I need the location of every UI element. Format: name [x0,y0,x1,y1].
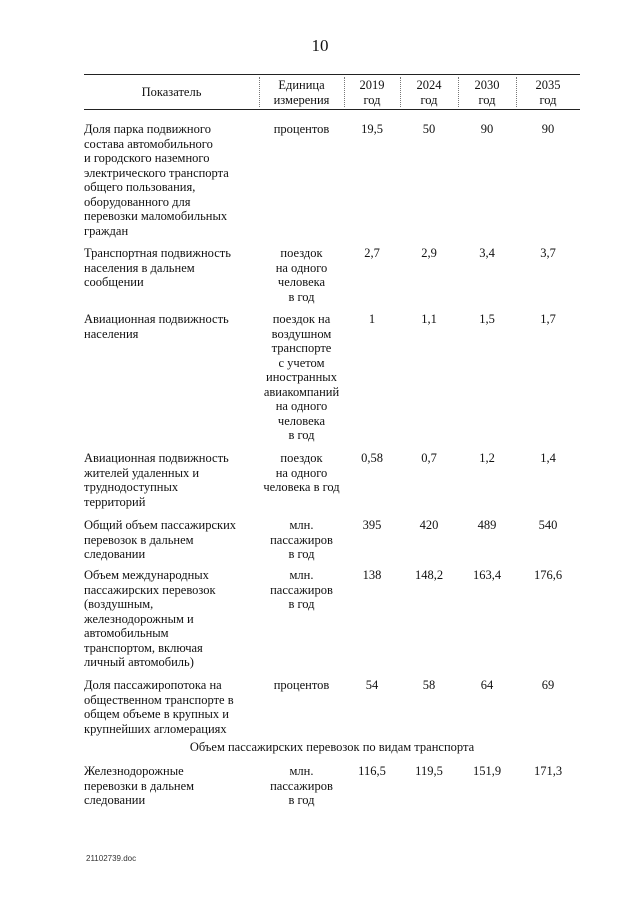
row-value-2019: 2,7 [364,246,380,260]
row-indicator: Транспортная подвижность населения в дальнем сообщении [84,246,231,289]
row-value-2030: 151,9 [472,764,502,778]
row-value-2024: 50 [422,122,436,136]
row-value-2019: 0,58 [361,451,383,465]
section-subtitle: Объем пассажирских перевозок по видам транспорта [189,740,475,754]
row-value-2035: 69 [541,678,555,692]
header-year-2030: 2030 год [474,78,500,107]
row-value-2024: 0,7 [421,451,437,465]
row-indicator: Авиационная подвижность жителей удаленных и труднодоступных территорий [84,451,229,509]
row-value-2035: 1,4 [540,451,556,465]
row-value-2030: 489 [477,518,497,532]
row-value-2024: 58 [422,678,436,692]
header-year-2035: 2035 год [535,78,561,107]
row-value-2030: 163,4 [472,568,502,582]
row-indicator: Железнодорожные перевозки в дальнем следовании [84,764,195,807]
header-unit: Единица измерения [273,78,330,107]
row-value-2024: 1,1 [421,312,437,326]
row-value-2035: 176,6 [533,568,563,582]
row-value-2024: 2,9 [421,246,437,260]
row-unit: млн. пассажиров в год [270,518,333,561]
row-value-2019: 395 [362,518,382,532]
row-value-2019: 54 [365,678,379,692]
row-value-2019: 116,5 [358,764,386,778]
row-indicator: Общий объем пассажирских перевозок в дальнем следовании [84,518,237,561]
row-unit: поездок на одного человека в год [263,451,340,494]
page-number: 10 [311,36,329,55]
row-unit: поездок на одного человека в год [275,246,328,304]
row-value-2035: 171,3 [533,764,563,778]
row-unit: млн. пассажиров в год [270,764,333,807]
row-value-2030: 1,5 [479,312,495,326]
row-value-2024: 148,2 [414,568,444,582]
table-header [84,74,580,110]
row-unit: процентов [273,678,330,692]
row-indicator: Доля пассажиропотока на общественном транспорте в общем объеме в крупных и крупнейших агломерациях [84,678,234,736]
row-value-2024: 119,5 [415,764,443,778]
row-unit: млн. пассажиров в год [270,568,333,611]
row-value-2035: 3,7 [540,246,556,260]
row-indicator: Авиационная подвижность населения [84,312,229,341]
row-indicator: Доля парка подвижного состава автомобильного и городского наземного электрического транспорта общего пользования, оборудованного для перевозки маломобильных граждан [84,122,229,238]
row-value-2030: 1,2 [479,451,495,465]
row-value-2019: 138 [362,568,382,582]
row-value-2030: 90 [480,122,494,136]
header-indicator: Показатель [141,85,202,99]
row-value-2035: 540 [538,518,558,532]
row-unit: поездок на воздушном транспорте с учетом иностранных авиакомпаний на одного человека в год [263,312,340,442]
header-year-2024: 2024 год [416,78,442,107]
row-value-2019: 19,5 [361,122,383,136]
row-value-2030: 3,4 [479,246,495,260]
row-value-2035: 90 [541,122,555,136]
row-value-2019: 1 [368,312,376,326]
document-footer: 21102739.doc [86,854,137,863]
row-indicator: Объем международных пассажирских перевозок (воздушным, железнодорожным и автомобильным транспортом, включая личный автомобиль) [84,568,216,669]
row-value-2024: 420 [419,518,439,532]
row-unit: процентов [273,122,330,136]
row-value-2035: 1,7 [540,312,556,326]
row-value-2030: 64 [480,678,494,692]
header-year-2019: 2019 год [359,78,385,107]
